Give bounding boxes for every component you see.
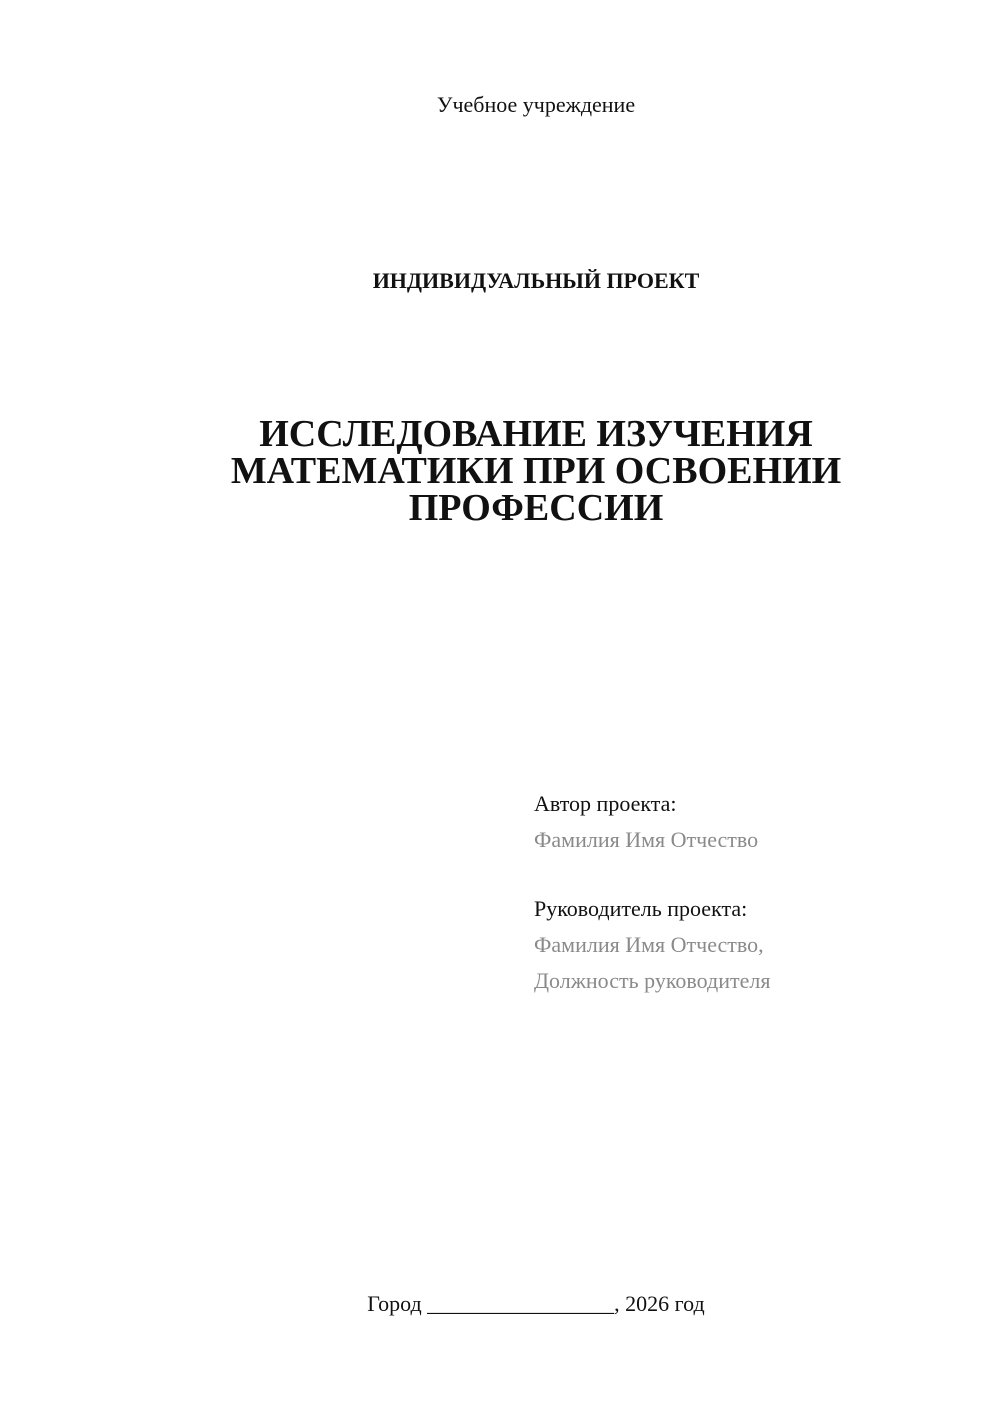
city-label: Город: [367, 1291, 422, 1316]
spacer: [534, 858, 770, 891]
supervisor-label: Руководитель проекта:: [534, 896, 748, 921]
credits-block: [534, 786, 770, 999]
institution-name: Учебное учреждение: [436, 92, 636, 117]
author-name: Фамилия Имя Отчество: [534, 827, 759, 852]
project-title-line: ПРОФЕССИИ: [408, 487, 664, 529]
city-year-line: [0, 1288, 1000, 1320]
supervisor-name: Фамилия Имя Отчество,: [534, 932, 764, 957]
project-title-line: МАТЕМАТИКИ ПРИ ОСВОЕНИИ: [230, 450, 842, 492]
project-title-line: ИССЛЕДОВАНИЕ ИЗУЧЕНИЯ: [259, 413, 813, 455]
document-type: ИНДИВИДУАЛЬНЫЙ ПРОЕКТ: [372, 268, 700, 293]
supervisor-position: Должность руководителя: [534, 968, 771, 993]
year-text: , 2026 год: [614, 1291, 705, 1316]
project-title: [0, 413, 1000, 529]
city-blank: _________________: [427, 1291, 615, 1316]
author-label: Автор проекта:: [534, 791, 677, 816]
